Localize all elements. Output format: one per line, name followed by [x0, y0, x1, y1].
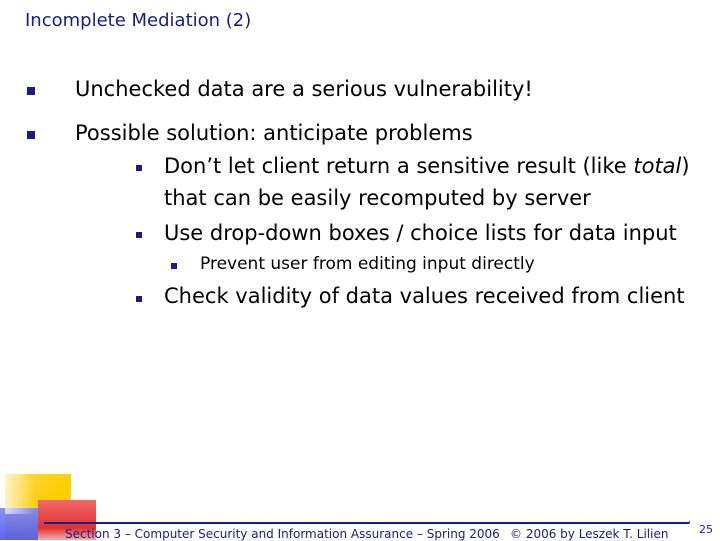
bullet-marker: [27, 131, 35, 139]
sub-bullet-text: Check validity of data values received from client: [164, 284, 685, 308]
sub-sub-bullet-text: Prevent user from editing input directly: [200, 254, 535, 274]
sub-bullet-text-part: Don’t let client return a sensitive result (like: [164, 154, 634, 178]
footer-section-text: Section 3 – Computer Security and Information Assurance – Spring 2006: [65, 527, 500, 541]
sub-bullet-text: [164, 154, 690, 178]
page-number: 25: [699, 523, 713, 536]
sub-bullet-marker: [136, 232, 142, 238]
sub-bullet-italic-word: total: [633, 154, 682, 178]
bullet-text: Possible solution: anticipate problems: [75, 121, 473, 145]
slide-title: Incomplete Mediation (2): [25, 10, 252, 31]
bullet-marker: [27, 87, 35, 95]
sub-bullet-text-part: ): [681, 154, 690, 178]
sub-sub-bullet-marker: [171, 263, 177, 269]
sub-bullet-text-continuation: that can be easily recomputed by server: [164, 186, 591, 210]
sub-bullet-marker: [136, 165, 142, 171]
footer-copyright-text: © 2006 by Leszek T. Lilien: [510, 527, 669, 541]
sub-bullet-marker: [136, 296, 142, 302]
sub-bullet-text: Use drop-down boxes / choice lists for data input: [164, 221, 677, 245]
bullet-text: Unchecked data are a serious vulnerability!: [75, 77, 533, 101]
footer-rule: [44, 522, 689, 524]
corner-decoration-highlight: [5, 474, 35, 514]
footer-tick: ': [688, 520, 691, 531]
